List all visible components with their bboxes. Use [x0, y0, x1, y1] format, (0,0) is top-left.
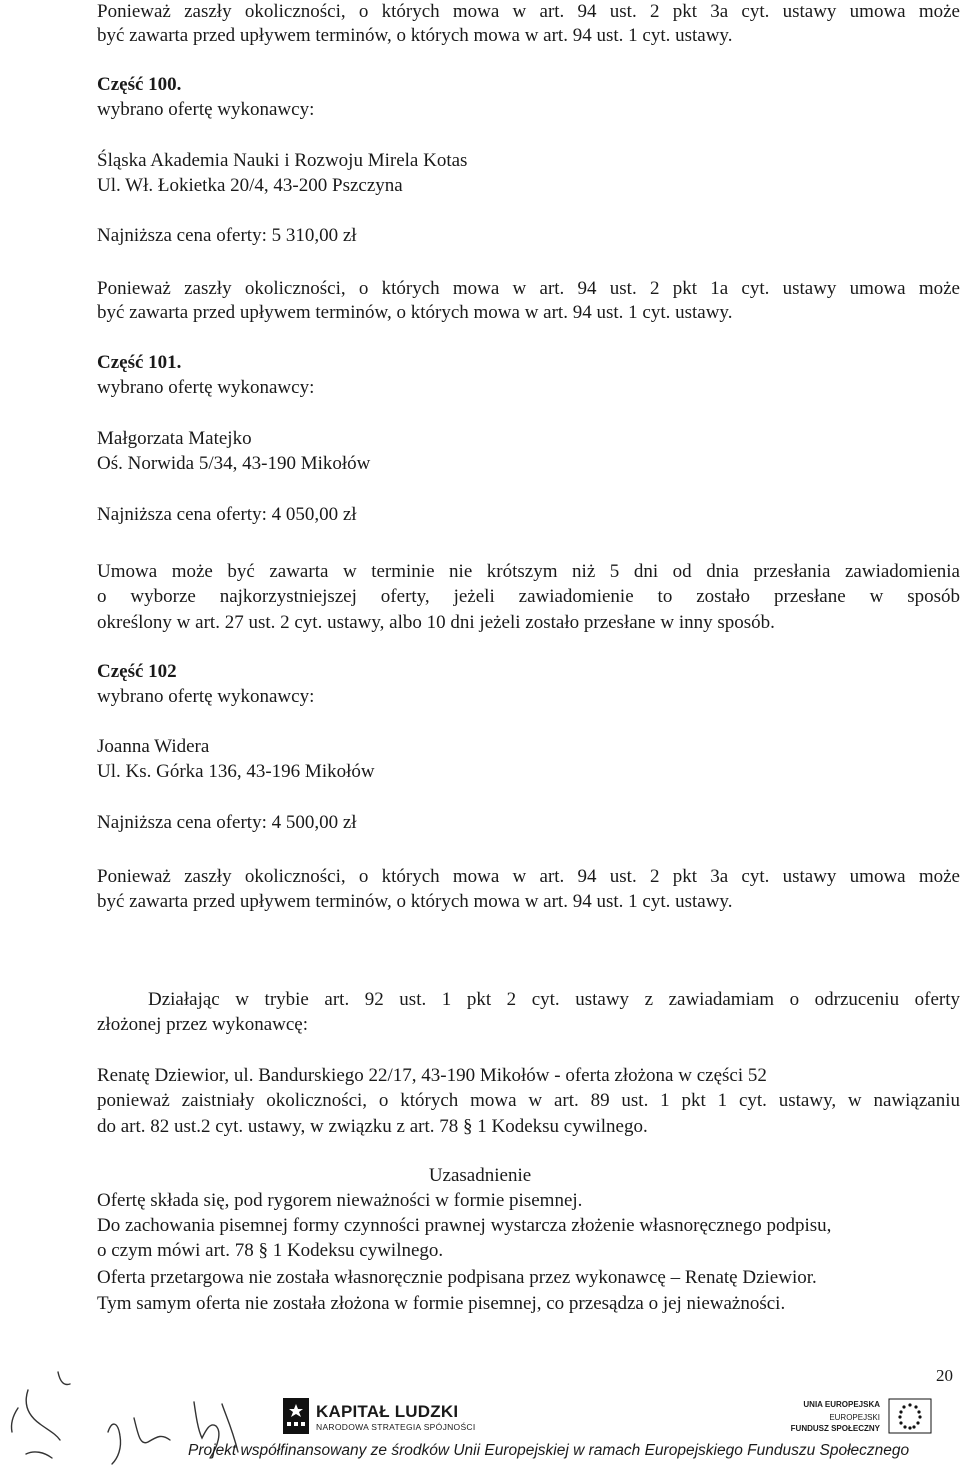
eu-subtitle-1: EUROPEJSKI: [829, 1413, 880, 1422]
paragraph-line: Ponieważ zaszły okoliczności, o których mowa w art. 94 ust. 2 pkt 1a cyt. ustawy umowa może: [97, 278, 960, 299]
contractor-name: Śląska Akademia Nauki i Rozwoju Mirela Kotas: [97, 150, 468, 171]
paragraph-line: Tym samym oferta nie została złożona w formie pisemnej, co przesądza o jej nieważności.: [97, 1293, 786, 1314]
paragraph-line: Działając w trybie art. 92 ust. 1 pkt 2 cyt. ustawy z zawiadamiam o odrzuceniu oferty: [148, 989, 960, 1010]
paragraph-line: złożonej przez wykonawcę:: [97, 1014, 309, 1035]
section-heading: Część 101.: [97, 352, 182, 373]
page-number: 20: [936, 1366, 953, 1385]
lowest-price: Najniższa cena oferty: 4 050,00 zł: [97, 504, 357, 525]
contractor-address: Ul. Ks. Górka 136, 43-196 Mikołów: [97, 761, 375, 782]
paragraph-line: być zawarta przed upływem terminów, o których mowa w art. 94 ust. 1 cyt. ustawy.: [97, 302, 733, 323]
paragraph-line: wybrano ofertę wykonawcy:: [97, 377, 315, 398]
paragraph-line: być zawarta przed upływem terminów, o których mowa w art. 94 ust. 1 cyt. ustawy.: [97, 25, 733, 46]
contractor-address: Ul. Wł. Łokietka 20/4, 43-200 Pszczyna: [97, 175, 403, 196]
eu-title: UNIA EUROPEJSKA: [803, 1400, 880, 1409]
eu-subtitle-2: FUNDUSZ SPOŁECZNY: [790, 1424, 880, 1433]
paragraph-line: Do zachowania pisemnej formy czynności prawnej wystarcza złożenie własnoręcznego podpisu,: [97, 1215, 832, 1236]
paragraph-line: Ponieważ zaszły okoliczności, o których mowa w art. 94 ust. 2 pkt 3a cyt. ustawy umowa może: [97, 866, 960, 887]
eu-flag-icon: [888, 1398, 932, 1434]
lowest-price: Najniższa cena oferty: 5 310,00 zł: [97, 225, 357, 246]
paragraph-line: ponieważ zaistniały okoliczności, o których mowa w art. 89 ust. 1 pkt 1 cyt. ustawy, w nawiązaniu: [97, 1090, 960, 1111]
paragraph-line: wybrano ofertę wykonawcy:: [97, 99, 315, 120]
paragraph-line: o czym mówi art. 78 § 1 Kodeksu cywilnego.: [97, 1240, 444, 1261]
paragraph-line: wybrano ofertę wykonawcy:: [97, 686, 315, 707]
paragraph-line: być zawarta przed upływem terminów, o których mowa w art. 94 ust. 1 cyt. ustawy.: [97, 891, 733, 912]
kapital-ludzki-title: KAPITAŁ LUDZKI: [316, 1402, 459, 1421]
paragraph-line: określony w art. 27 ust. 2 cyt. ustawy, albo 10 dni jeżeli zostało przesłane w inny sposób.: [97, 612, 775, 633]
paragraph-line: Ofertę składa się, pod rygorem nieważności w formie pisemnej.: [97, 1190, 583, 1211]
justification-heading: Uzasadnienie: [428, 1165, 532, 1186]
kapital-ludzki-logo-icon: [283, 1398, 309, 1434]
paragraph-line: o wyborze najkorzystniejszej oferty, jeżeli zawiadomienie to zostało przesłane w sposób: [97, 586, 960, 607]
contractor-name: Joanna Widera: [97, 736, 210, 757]
paragraph-line: do art. 82 ust.2 cyt. ustawy, w związku z art. 78 § 1 Kodeksu cywilnego.: [97, 1116, 648, 1137]
lowest-price: Najniższa cena oferty: 4 500,00 zł: [97, 812, 357, 833]
paragraph-line: Ponieważ zaszły okoliczności, o których mowa w art. 94 ust. 2 pkt 3a cyt. ustawy umowa może: [97, 1, 960, 22]
section-heading: Część 100.: [97, 74, 182, 95]
paragraph-line: Umowa może być zawarta w terminie nie krótszym niż 5 dni od dnia przesłania zawiadomienia: [97, 561, 960, 582]
project-cofinancing-note: Projekt współfinansowany ze środków Unii Europejskiej w ramach Europejskiego Funduszu Społecznego: [188, 1442, 910, 1459]
paragraph-line: Oferta przetargowa nie została własnoręcznie podpisana przez wykonawcę – Renatę Dziewior.: [97, 1267, 817, 1288]
contractor-name: Małgorzata Matejko: [97, 428, 252, 449]
kapital-ludzki-subtitle: NARODOWA STRATEGIA SPÓJNOŚCI: [316, 1422, 476, 1432]
paragraph-line: Renatę Dziewior, ul. Bandurskiego 22/17, 43-190 Mikołów - oferta złożona w części 52: [97, 1065, 767, 1086]
contractor-address: Oś. Norwida 5/34, 43-190 Mikołów: [97, 453, 371, 474]
section-heading: Część 102: [97, 661, 177, 682]
